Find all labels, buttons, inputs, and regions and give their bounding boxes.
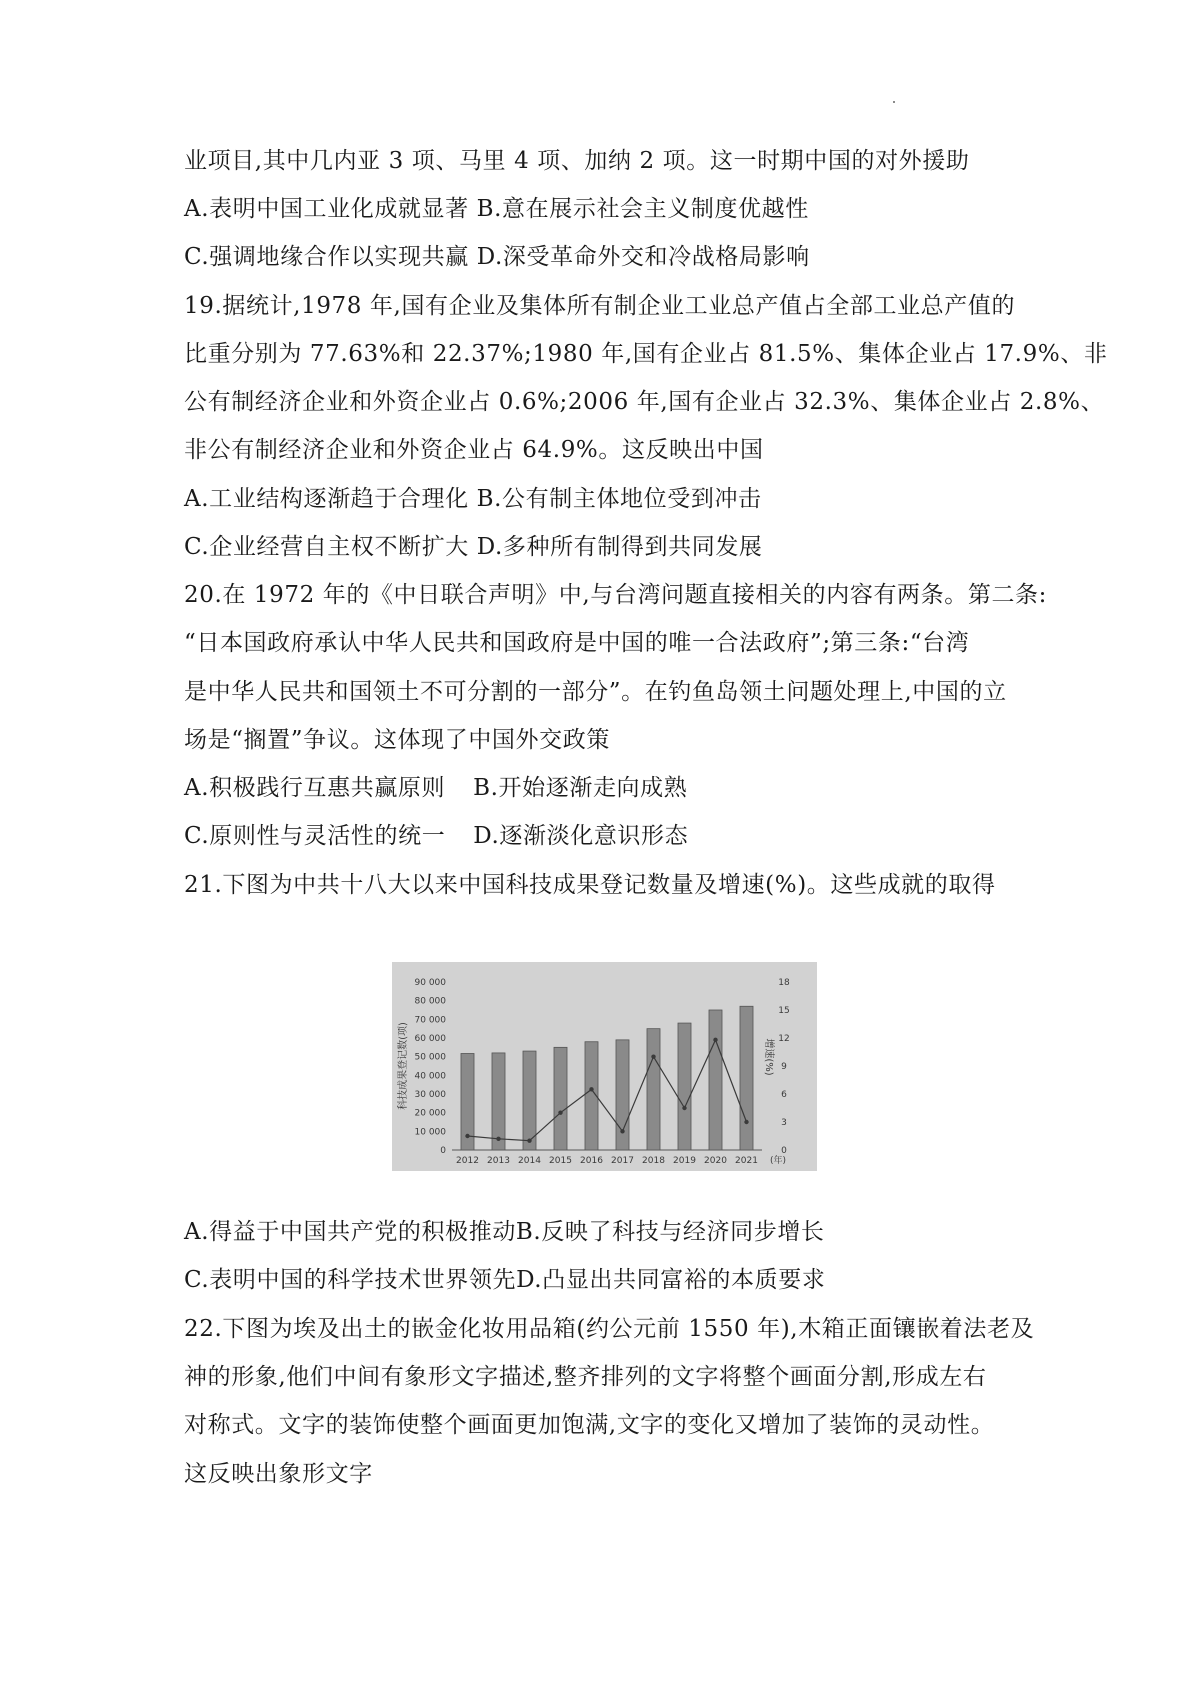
- q19-stem-line-4: 非公有制经济企业和外资企业占 64.9%。这反映出中国: [184, 437, 764, 463]
- y2-tick-label: 9: [781, 1062, 787, 1072]
- q20-options-cd: [184, 820, 1084, 852]
- growth-point: [558, 1110, 562, 1114]
- q19-stem-line-3: 公有制经济企业和外资企业占 0.6%;2006 年,国有企业占 32.3%、集体企业占 2.8%、: [184, 389, 1105, 415]
- y-tick-label: 20 000: [414, 1108, 446, 1119]
- growth-point: [651, 1054, 655, 1058]
- x-tick-label: 2021: [735, 1156, 758, 1166]
- x-unit-label: (年): [769, 1156, 787, 1166]
- page-speck: [893, 101, 895, 103]
- q20-stem-line-4: 场是“搁置”争议。这体现了中国外交政策: [184, 727, 610, 753]
- y-tick-label: 90 000: [414, 978, 446, 988]
- growth-point: [589, 1087, 593, 1091]
- y-tick-label: 40 000: [414, 1071, 446, 1082]
- bar-mark: [554, 1047, 567, 1150]
- y-tick-label: 30 000: [414, 1090, 446, 1100]
- y-tick-label: 80 000: [414, 996, 446, 1007]
- q20-option-b: B.开始逐渐走向成熟: [473, 775, 688, 801]
- q22-stem-line-4: 这反映出象形文字: [184, 1461, 373, 1487]
- q20-stem-line-3: 是中华人民共和国领土不可分割的一部分”。在钓鱼岛领土问题处理上,中国的立: [184, 679, 1007, 705]
- q19-options-ab: A.工业结构逐渐趋于合理化 B.公有制主体地位受到冲击: [184, 486, 762, 512]
- bar-mark: [523, 1051, 536, 1150]
- y-tick-label: 0: [440, 1146, 446, 1156]
- y2-tick-label: 6: [781, 1090, 787, 1100]
- growth-point: [496, 1137, 500, 1141]
- x-tick-label: 2015: [549, 1156, 572, 1166]
- q19-stem-line-1: 19.据统计,1978 年,国有企业及集体所有制企业工业总产值占全部工业总产值的: [184, 293, 1016, 319]
- growth-point: [620, 1129, 624, 1133]
- q18-options-cd: C.强调地缘合作以实现共赢 D.深受革命外交和冷战格局影响: [184, 244, 810, 270]
- bar-mark: [709, 1010, 722, 1150]
- q20-stem-line-1: 20.在 1972 年的《中日联合声明》中,与台湾问题直接相关的内容有两条。第二条:: [184, 582, 1047, 608]
- growth-point: [744, 1120, 748, 1124]
- growth-point: [682, 1106, 686, 1110]
- q20-options-ab: [184, 772, 1084, 804]
- bar-mark: [647, 1029, 660, 1150]
- q19-options-cd: C.企业经营自主权不断扩大 D.多种所有制得到共同发展: [184, 534, 763, 560]
- y2-tick-label: 15: [778, 1006, 790, 1016]
- y2-tick-label: 18: [778, 978, 790, 988]
- q21-options-ab: A.得益于中国共产党的积极推动B.反映了科技与经济同步增长: [184, 1219, 825, 1245]
- q18-stem-line: 业项目,其中几内亚 3 项、马里 4 项、加纳 2 项。这一时期中国的对外援助: [184, 148, 970, 174]
- growth-line: [468, 1040, 747, 1141]
- y-tick-label: 50 000: [414, 1052, 446, 1063]
- q20-stem-line-2: “日本国政府承认中华人民共和国政府是中国的唯一合法政府”;第三条:“台湾: [184, 630, 970, 656]
- q22-stem-line-3: 对称式。文字的装饰使整个画面更加饱满,文字的变化又增加了装饰的灵动性。: [184, 1412, 995, 1438]
- x-tick-label: 2012: [456, 1156, 479, 1166]
- y-tick-label: 60 000: [414, 1034, 446, 1044]
- q20-option-d: D.逐渐淡化意识形态: [473, 823, 689, 849]
- q22-stem-line-2: 神的形象,他们中间有象形文字描述,整齐排列的文字将整个画面分割,形成左右: [184, 1364, 987, 1390]
- y-axis-label: 科技成果登记数(项): [398, 1022, 409, 1110]
- y2-tick-label: 0: [781, 1146, 787, 1156]
- bar-mark: [740, 1006, 753, 1150]
- q22-stem-line-1: 22.下图为埃及出土的嵌金化妆用品箱(约公元前 1550 年),木箱正面镶嵌着法老及: [184, 1316, 1035, 1342]
- q19-stem-line-2: 比重分别为 77.63%和 22.37%;1980 年,国有企业占 81.5%、集体企业占 17.9%、非: [184, 341, 1108, 367]
- x-tick-label: 2019: [673, 1156, 696, 1166]
- q18-options-ab: A.表明中国工业化成就显著 B.意在展示社会主义制度优越性: [184, 196, 809, 222]
- growth-point: [527, 1138, 531, 1142]
- x-tick-label: 2014: [518, 1156, 541, 1166]
- growth-point: [465, 1134, 469, 1138]
- y2-tick-label: 12: [778, 1034, 790, 1044]
- q21-options-cd: C.表明中国的科学技术世界领先D.凸显出共同富裕的本质要求: [184, 1267, 826, 1293]
- bar-mark: [678, 1023, 691, 1150]
- q20-option-c: C.原则性与灵活性的统一: [184, 823, 446, 849]
- q20-option-a: A.积极践行互惠共赢原则: [184, 775, 446, 801]
- x-tick-label: 2016: [580, 1156, 603, 1166]
- y-tick-label: 10 000: [414, 1127, 446, 1138]
- sci-tech-chart: [392, 962, 817, 1171]
- q21-stem: 21.下图为中共十八大以来中国科技成果登记数量及增速(%)。这些成就的取得: [184, 872, 996, 898]
- x-tick-label: 2013: [487, 1156, 510, 1166]
- bar-mark: [492, 1053, 505, 1150]
- growth-point: [713, 1038, 717, 1042]
- y-tick-label: 70 000: [414, 1015, 446, 1026]
- y2-axis-label: 增速(%): [763, 1038, 774, 1076]
- y2-tick-label: 3: [781, 1118, 787, 1128]
- x-tick-label: 2017: [611, 1156, 634, 1166]
- x-tick-label: 2018: [642, 1156, 665, 1166]
- x-tick-label: 2020: [704, 1156, 727, 1166]
- chart-svg: [392, 962, 817, 1171]
